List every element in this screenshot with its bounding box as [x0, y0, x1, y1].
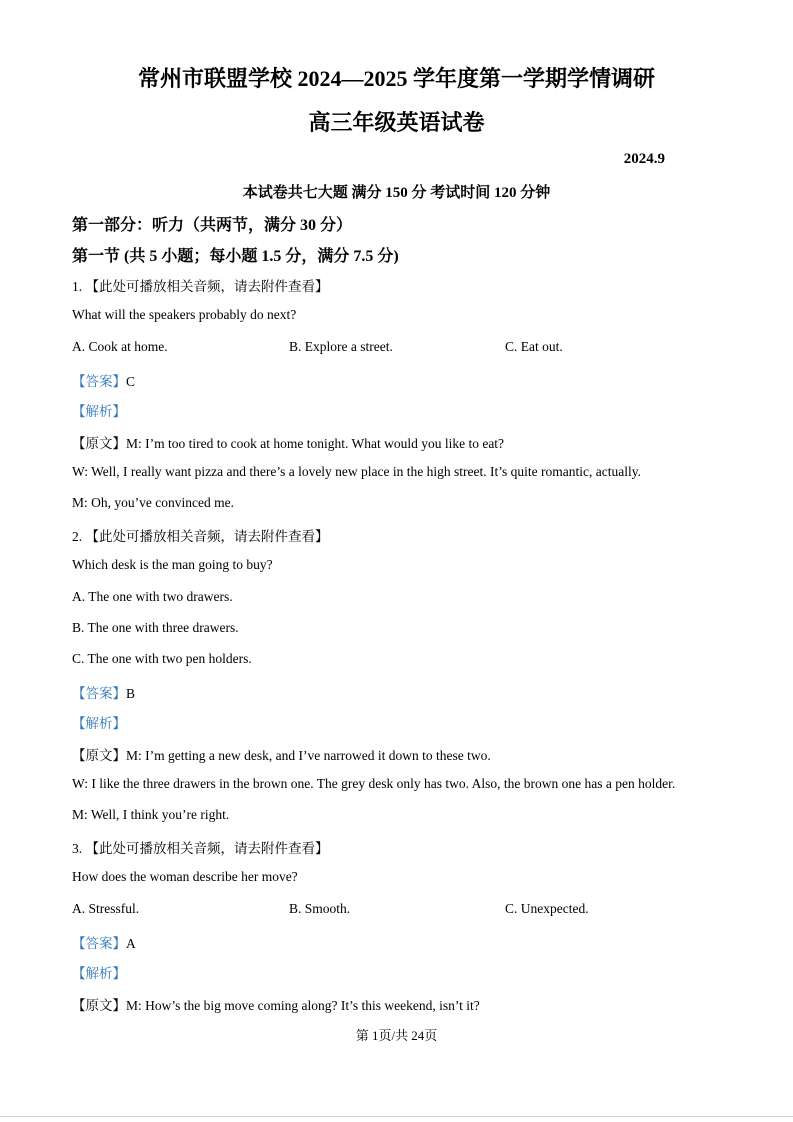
question-3-analysis-label: 【解析】 — [72, 966, 126, 981]
question-1-answer — [72, 370, 135, 390]
question-2-transcript-3: M: Well, I think you’re right. — [72, 807, 230, 822]
audio-note: 【此处可播放相关音频，请去附件查看】 — [85, 841, 329, 856]
question-1-option-c: C. Eat out. — [505, 339, 563, 354]
question-1-transcript-2: W: Well, I really want pizza and there’s a lovely new place in the high street. It’s quite romantic, actually. — [72, 464, 641, 479]
question-1-option-a: A. Cook at home. — [72, 339, 168, 354]
answer-label: 【答案】 — [72, 686, 126, 701]
question-1-audio — [72, 275, 329, 295]
question-1-transcript-3: M: Oh, you’ve convinced me. — [72, 495, 234, 510]
audio-note: 【此处可播放相关音频，请去附件查看】 — [85, 529, 329, 544]
question-1-analysis-label: 【解析】 — [72, 404, 126, 419]
question-2-transcript-1 — [72, 744, 491, 764]
answer-value: B — [126, 686, 136, 701]
exam-info: 本试卷共七大题 满分 150 分 考试时间 120 分钟 — [242, 185, 551, 201]
transcript-text: M: I’m getting a new desk, and I’ve narrowed it down to these two. — [126, 748, 491, 763]
page-bottom-divider — [0, 1116, 793, 1117]
question-1-text: What will the speakers probably do next? — [72, 307, 297, 322]
question-2-answer — [72, 682, 135, 702]
original-label: 【原文】 — [72, 436, 126, 451]
question-3-audio — [72, 837, 329, 857]
question-1-option-b: B. Explore a street. — [289, 339, 393, 354]
document-title: 常州市联盟学校 2024—2025 学年度第一学期学情调研 — [137, 66, 655, 91]
question-number: 3. — [72, 841, 83, 856]
question-number: 1. — [72, 279, 83, 294]
document-subtitle: 高三年级英语试卷 — [308, 110, 485, 135]
audio-note: 【此处可播放相关音频，请去附件查看】 — [85, 279, 329, 294]
question-2-analysis-label: 【解析】 — [72, 716, 126, 731]
answer-value: C — [126, 374, 136, 389]
question-2-text: Which desk is the man going to buy? — [72, 557, 273, 572]
question-3-option-c: C. Unexpected. — [505, 901, 589, 916]
question-2-option-a: A. The one with two drawers. — [72, 589, 233, 604]
page-number: 第 1页/共 24页 — [355, 1028, 438, 1043]
question-1-transcript-1 — [72, 432, 504, 452]
part-heading: 第一部分：听力（共两节，满分 30 分） — [72, 217, 353, 234]
section-heading: 第一节 (共 5 小题；每小题 1.5 分，满分 7.5 分) — [72, 248, 399, 265]
original-label: 【原文】 — [72, 748, 126, 763]
question-2-option-c: C. The one with two pen holders. — [72, 651, 252, 666]
transcript-text: M: How’s the big move coming along? It’s this weekend, isn’t it? — [126, 998, 480, 1013]
question-2-audio — [72, 525, 329, 545]
exam-date: 2024.9 — [623, 151, 665, 167]
question-number: 2. — [72, 529, 83, 544]
answer-label: 【答案】 — [72, 936, 126, 951]
question-3-answer — [72, 932, 136, 952]
answer-value: A — [126, 936, 136, 951]
answer-label: 【答案】 — [72, 374, 126, 389]
original-label: 【原文】 — [72, 998, 126, 1013]
question-2-option-b: B. The one with three drawers. — [72, 620, 239, 635]
question-3-text: How does the woman describe her move? — [72, 869, 298, 884]
transcript-text: M: I’m too tired to cook at home tonight. What would you like to eat? — [126, 436, 505, 451]
question-3-transcript-1 — [72, 994, 480, 1014]
question-3-option-b: B. Smooth. — [289, 901, 351, 916]
question-2-transcript-2: W: I like the three drawers in the brown one. The grey desk only has two. Also, the brown one has a pen holder. — [72, 776, 676, 791]
question-3-option-a: A. Stressful. — [72, 901, 140, 916]
